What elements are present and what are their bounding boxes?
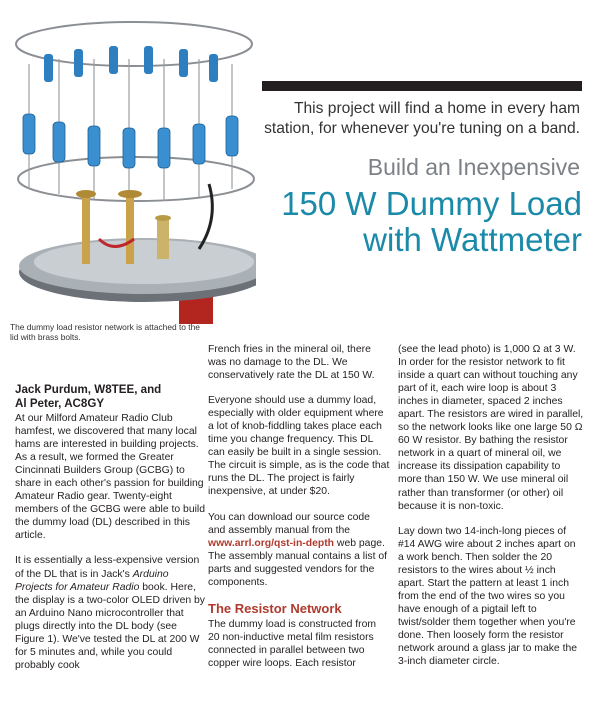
article-title-main — [220, 186, 582, 258]
photo-caption: The dummy load resistor network is attached to the lid with brass bolts. — [10, 322, 200, 342]
article-title-line1: Build an Inexpensive — [367, 154, 580, 180]
column-1 — [15, 383, 205, 684]
author-line-1: Jack Purdum, W8TEE, and — [15, 383, 162, 396]
download-link[interactable]: www.arrl.org/qst-in-depth — [208, 537, 335, 549]
body-text: It is essentially a less-expensive version of the DL that is in Jack's — [15, 555, 200, 580]
body-paragraph: The dummy load is constructed from 20 non-inductive metal film resistors connected in parallel between two copper wire loops. Each resistor — [208, 618, 377, 669]
body-paragraph — [15, 554, 205, 671]
article-deck: This project will find a home in every ham station, for whenever you're tuning on a band. — [264, 100, 580, 137]
article-title-line2: 150 W Dummy Load — [281, 185, 582, 222]
body-paragraph: Lay down two 14-inch-long pieces of #14 AWG wire about 2 inches apart on a work bench. Then solder the 20 resistors to the wires about ½ inch apart. Start the pattern at least 1 inch from the end of the two wires so you have enough of a pigtail left to twist/solder them together when you're done. Then loosely form the resistor network around a glass jar to make the 3-inch diameter circle. — [398, 525, 578, 668]
book-title: Arduino Projects for Amateur Radio — [15, 568, 169, 593]
author-line-2: Al Peter, AC8GY — [15, 397, 105, 410]
author-byline — [15, 383, 205, 411]
body-text: You can download our source code and assembly manual from the — [208, 511, 370, 536]
body-paragraph: Everyone should use a dummy load, especially with older equipment where a lot of knob-fiddling takes place each time you change frequency. This DL can easily be built in a single session. The circuit is simple, as is the code that runs the DL. The project is fairly inexpensive, at under $20. — [208, 395, 390, 498]
header-rule — [262, 81, 582, 91]
body-paragraph: French fries in the mineral oil, there was no damage to the DL. We conservatively rate the DL at 150 W. — [208, 344, 375, 382]
body-text: web page. The assembly manual contains a list of parts and suggested vendors for the components. — [208, 537, 388, 588]
article-title-line3: with Wattmeter — [363, 221, 582, 258]
body-paragraph — [208, 511, 390, 589]
body-paragraph: At our Milford Amateur Radio Club hamfest, we discovered that many local hams are interested in building projects. As a result, we formed the Greater Cincinnati Builders Group (GCBG) to share in each other's passion for building Amateur Radio gear. Twenty-eight members of the GCBG were able to build the dummy load (DL) described in this article. — [15, 413, 206, 542]
section-heading: The Resistor Network — [208, 600, 342, 616]
body-text: book. Here, the display is a two-color OLED driven by an Arduino Nano microcontroller that plugs directly into the DL body (see Figure 1). We've tested the DL at 200 W for 5 minutes and, while you could probably cook — [15, 581, 205, 671]
dummy-load-photo — [4, 4, 256, 324]
column-3 — [398, 343, 584, 680]
column-2 — [208, 343, 390, 682]
body-paragraph: (see the lead photo) is 1,000 Ω at 3 W. In order for the resistor network to fit inside a quart can without touching any part of it, each wire loop is about 3 inches in diameter, spaced 2 inches apart. The resistors are wired in parallel, so the network looks like one large 50 Ω 60 W resistor. By bathing the resistor network in a quart of mineral oil, we increase its dissipation capability to more than 150 W. We use mineral oil rather than transformer (or other) oil because it is non-toxic. — [398, 344, 584, 512]
